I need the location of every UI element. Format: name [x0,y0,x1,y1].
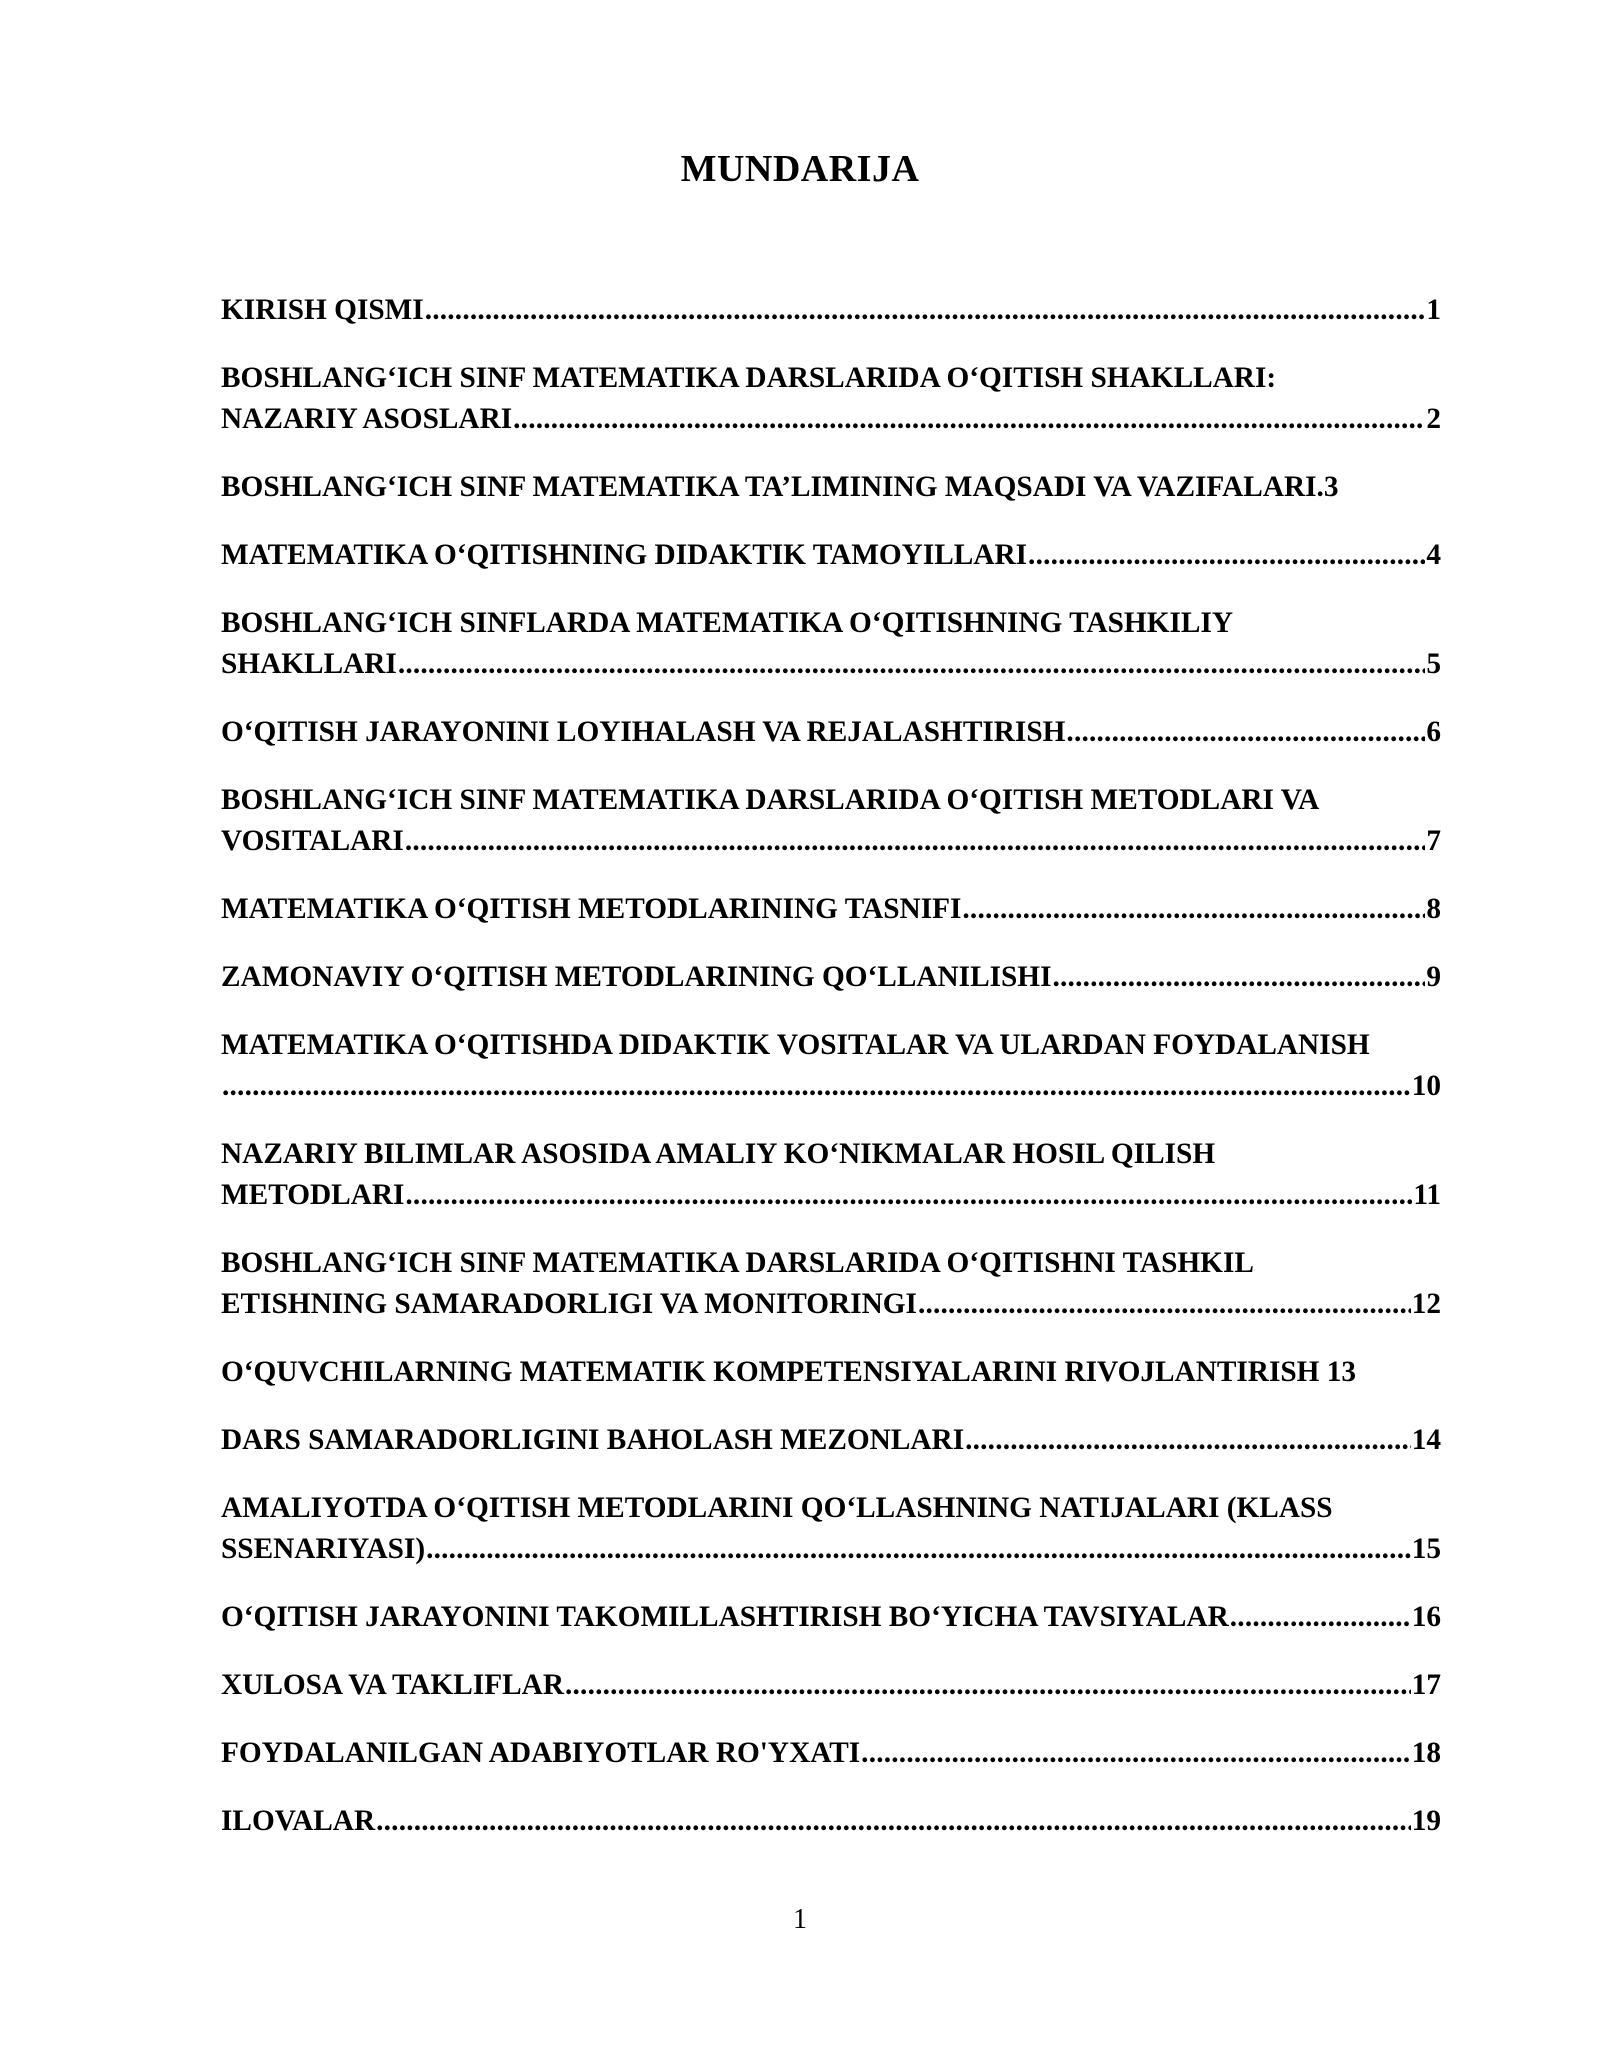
toc-page-number: 2 [1426,403,1441,435]
toc-dot-leader [222,1066,1411,1107]
toc-entry[interactable] [221,712,1441,753]
toc-page-number: 5 [1426,648,1441,680]
toc-dot-leader [376,1801,1411,1842]
toc-entry-title: FOYDALANILGAN ADABIYOTLAR RO'YXATI [221,1737,861,1769]
toc-entry[interactable] [221,1801,1441,1842]
toc-entry[interactable] [221,1420,1441,1461]
toc-entry-title: ZAMONAVIY O‘QITISH METODLARINING QO‘LLANILISHI [221,961,1052,993]
toc-entry-title: O‘QUVCHILARNING MATEMATIK KOMPETENSIYALARINI RIVOJLANTIRISH 13 [221,1356,1357,1388]
toc-page-number: 1 [1426,294,1441,326]
toc-entry[interactable] [221,1665,1441,1706]
toc-entry-title: DARS SAMARADORLIGINI BAHOLASH MEZONLARI [221,1424,965,1456]
toc-entry-title: SSENARIYASI) [221,1533,426,1565]
toc-dot-leader [1066,712,1425,753]
toc-page-number: 17 [1411,1669,1441,1701]
toc-entry-title: MATEMATIKA O‘QITISHNING DIDAKTIK TAMOYILLARI [221,539,1028,571]
toc-dot-leader [1053,957,1426,998]
table-of-contents [221,290,1441,1869]
toc-dot-leader [565,1665,1411,1706]
toc-entry-title-line1: BOSHLANG‘ICH SINF MATEMATIKA DARSLARIDA O‘QITISHNI TASHKIL [221,1247,1254,1279]
toc-entry-title: ILOVALAR [221,1805,376,1837]
toc-page-number: 19 [1411,1805,1441,1837]
toc-entry[interactable] [221,1733,1441,1774]
toc-page-number: 3 [1323,471,1339,503]
toc-page-number: 16 [1411,1601,1441,1633]
toc-entry-title-line1: BOSHLANG‘ICH SINF MATEMATIKA DARSLARIDA O‘QITISH SHAKLLARI: [221,362,1277,394]
toc-dot-leader [918,1284,1411,1325]
toc-entry-title: BOSHLANG‘ICH SINF MATEMATIKA TA’LIMINING MAQSADI VA VAZIFALARI. [221,471,1324,503]
page-title: MUNDARIJA [680,148,920,190]
toc-entry[interactable] [221,1488,1441,1570]
toc-entry[interactable] [221,1597,1441,1638]
toc-dot-leader [1230,1597,1411,1638]
toc-dot-leader [425,290,1426,331]
toc-entry-title: XULOSA VA TAKLIFLAR [221,1669,564,1701]
toc-page-number: 14 [1411,1424,1441,1456]
toc-page-number: 7 [1426,825,1441,857]
toc-dot-leader [965,1420,1411,1461]
toc-dot-leader [962,889,1425,930]
toc-entry-title-line1: MATEMATIKA O‘QITISHDA DIDAKTIK VOSITALAR VA ULARDAN FOYDALANISH [221,1029,1370,1061]
toc-entry[interactable] [221,535,1441,576]
toc-entry[interactable] [221,1025,1441,1107]
toc-dot-leader [405,1175,1412,1216]
toc-entry-title: ETISHNING SAMARADORLIGI VA MONITORINGI [221,1288,917,1320]
toc-page-number: 18 [1411,1737,1441,1769]
toc-page-number: 9 [1426,961,1441,993]
toc-dot-leader [1028,535,1425,576]
toc-entry[interactable] [221,889,1441,930]
toc-entry-title: VOSITALARI [221,825,404,857]
toc-entry-title: O‘QITISH JARAYONINI TAKOMILLASHTIRISH BO‘YICHA TAVSIYALAR [221,1601,1229,1633]
toc-entry-title: KIRISH QISMI [221,294,424,326]
toc-entry[interactable] [221,1352,1441,1393]
toc-entry-title: SHAKLLARI [221,648,397,680]
toc-page-number: 11 [1413,1179,1441,1211]
toc-entry-title: O‘QITISH JARAYONINI LOYIHALASH VA REJALASHTIRISH [221,716,1066,748]
toc-entry-title-line1: AMALIYOTDA O‘QITISH METODLARINI QO‘LLASHNING NATIJALARI (KLASS [221,1492,1333,1524]
toc-page-number: 12 [1411,1288,1441,1320]
toc-entry-title-line1: NAZARIY BILIMLAR ASOSIDA AMALIY KO‘NIKMALAR HOSIL QILISH [221,1138,1216,1170]
toc-dot-leader [861,1733,1411,1774]
toc-entry-title-line1: BOSHLANG‘ICH SINFLARDA MATEMATIKA O‘QITISHNING TASHKILIY [221,607,1234,639]
toc-entry-title: METODLARI [221,1179,405,1211]
toc-page-number: 6 [1426,716,1441,748]
toc-page-number: 4 [1426,539,1441,571]
toc-entry-title-line1: BOSHLANG‘ICH SINF MATEMATIKA DARSLARIDA O‘QITISH METODLARI VA [221,784,1320,816]
toc-entry[interactable] [221,290,1441,331]
toc-entry[interactable] [221,467,1441,508]
toc-page-number: 10 [1411,1070,1441,1102]
page-footer-number: 1 [793,1904,807,1935]
toc-entry[interactable] [221,780,1441,862]
toc-page-number: 8 [1426,893,1441,925]
toc-entry-title: MATEMATIKA O‘QITISH METODLARINING TASNIFI [221,893,962,925]
toc-dot-leader [398,644,1426,685]
toc-page-number: 15 [1411,1533,1441,1565]
toc-entry[interactable] [221,1134,1441,1216]
toc-dot-leader [405,821,1426,862]
toc-entry[interactable] [221,1243,1441,1325]
toc-entry[interactable] [221,957,1441,998]
toc-entry-title: NAZARIY ASOSLARI [221,403,513,435]
toc-dot-leader [426,1529,1411,1570]
toc-entry[interactable] [221,603,1441,685]
toc-dot-leader [513,399,1425,440]
toc-entry[interactable] [221,358,1441,440]
